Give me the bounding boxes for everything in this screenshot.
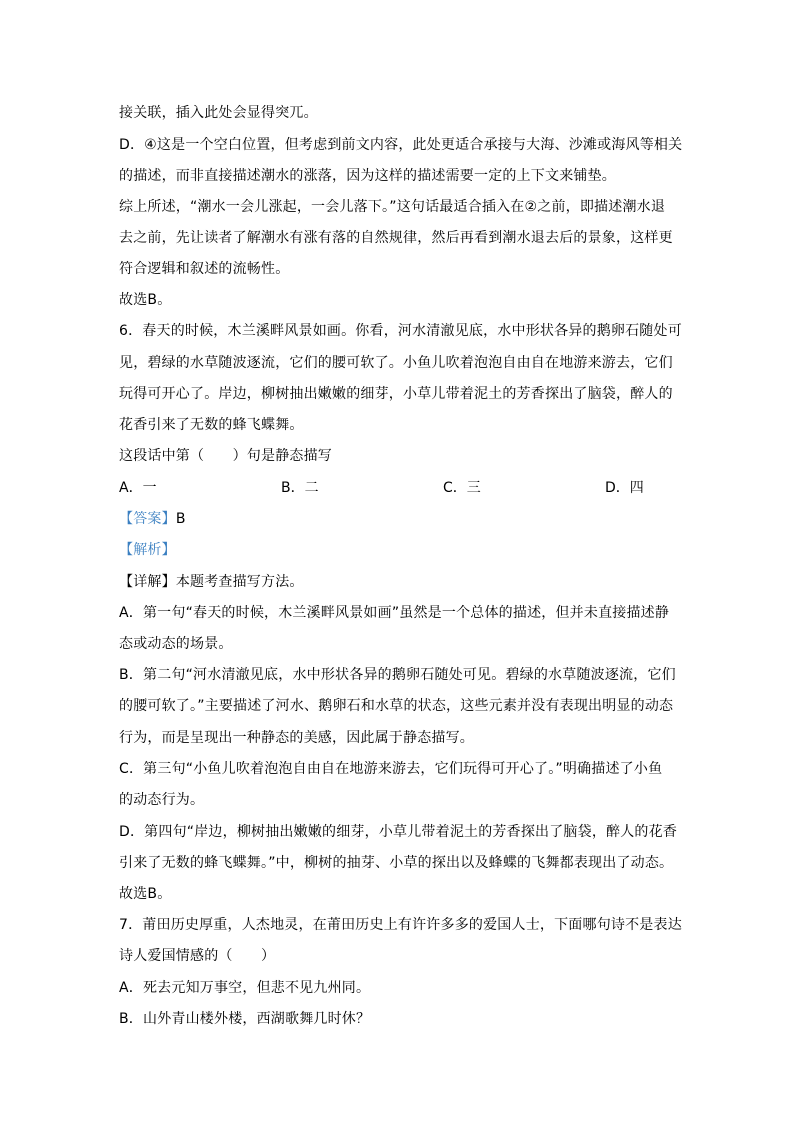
explanation-line: 行为，而是呈现出一种静态的美感，因此属于静态描写。 bbox=[119, 730, 474, 746]
q6-option-a bbox=[119, 479, 157, 497]
summary-line: 综上所述，“潮水一会儿涨起，一会儿落下。”这句话最适合插入在②之前，即描述潮水退 bbox=[119, 199, 666, 215]
option-text: 三 bbox=[466, 480, 481, 496]
answer-line bbox=[119, 510, 186, 528]
answer-value: B bbox=[175, 511, 186, 527]
q7-option-a: A．死去元知万事空，但悲不见九州同。 bbox=[119, 980, 371, 996]
conclusion-line: 故选B。 bbox=[119, 292, 172, 308]
analysis-tag: 【解析】 bbox=[119, 542, 176, 558]
question-7-line: 7．莆田历史厚重，人杰地灵，在莆田历史上有许许多多的爱国人士，下面哪句诗不是表达 bbox=[119, 917, 682, 933]
explanation-line: D．第四句“岸边，柳树抽出嫩嫩的细芽，小草儿带着泥土的芳香探出了脑袋，醉人的花香 bbox=[119, 824, 678, 840]
question-6-line: 6．春天的时候，木兰溪畔风景如画。你看，河水清澈见底，水中形状各异的鹅卵石随处可 bbox=[119, 323, 682, 339]
option-label: D． bbox=[605, 480, 630, 496]
answer-tag: 【答案】 bbox=[119, 511, 176, 527]
option-label: B． bbox=[281, 480, 305, 496]
q6-option-b bbox=[281, 479, 319, 497]
detail-intro: 本题考查描写方法。 bbox=[175, 574, 304, 590]
question-6-line: 花香引来了无数的蜂飞蝶舞。 bbox=[119, 417, 304, 433]
question-6-prompt: 这段话中第（ ）句是静态描写 bbox=[119, 448, 332, 464]
question-7-line: 诗人爱国情感的（ ） bbox=[119, 948, 276, 964]
explanation-line: 引来了无数的蜂飞蝶舞。”中，柳树的抽芽、小草的探出以及蜂蝶的飞舞都表现出了动态。 bbox=[119, 855, 674, 871]
detail-line bbox=[119, 573, 304, 591]
explanation-line: 态或动态的场景。 bbox=[119, 636, 233, 652]
q7-option-b: B．山外青山楼外楼，西湖歌舞几时休？ bbox=[119, 1011, 371, 1027]
option-label: A． bbox=[119, 480, 143, 496]
option-label: C． bbox=[443, 480, 467, 496]
q6-option-d bbox=[605, 479, 644, 497]
detail-tag: 【详解】 bbox=[119, 574, 176, 590]
option-text: 二 bbox=[304, 480, 319, 496]
option-d-explanation-line: D．④这是一个空白位置，但考虑到前文内容，此处更适合承接与大海、沙滩或海风等相关 bbox=[119, 137, 683, 153]
q6-option-c bbox=[443, 479, 481, 497]
conclusion-line: 故选B。 bbox=[119, 886, 172, 902]
explanation-line: 的动态行为。 bbox=[119, 792, 205, 808]
question-6-line: 见，碧绿的水草随波逐流，它们的腰可软了。小鱼儿吹着泡泡自由自在地游来游去，它们 bbox=[119, 355, 673, 371]
text-line: 符合逻辑和叙述的流畅性。 bbox=[119, 261, 290, 277]
explanation-line: C．第三句“小鱼儿吹着泡泡自由自在地游来游去，它们玩得可开心了。”明确描述了小鱼 bbox=[119, 761, 663, 777]
explanation-line: 的腰可软了。”主要描述了河水、鹅卵石和水草的状态，这些元素并没有表现出明显的动态 bbox=[119, 698, 674, 714]
explanation-line: A．第一句“春天的时候，木兰溪畔风景如画”虽然是一个总体的描述，但并未直接描述静 bbox=[119, 605, 670, 621]
option-text: 四 bbox=[629, 480, 644, 496]
analysis-line bbox=[119, 541, 176, 559]
text-line: 接关联，插入此处会显得突兀。 bbox=[119, 105, 318, 121]
text-line: 去之前，先让读者了解潮水有涨有落的自然规律，然后再看到潮水退去后的景象，这样更 bbox=[119, 230, 673, 246]
question-6-line: 玩得可开心了。岸边，柳树抽出嫩嫩的细芽，小草儿带着泥土的芳香探出了脑袋，醉人的 bbox=[119, 386, 673, 402]
option-text: 一 bbox=[142, 480, 157, 496]
text-line: 的描述，而非直接描述潮水的涨落，因为这样的描述需要一定的上下文来铺垫。 bbox=[119, 168, 616, 184]
explanation-line: B．第二句“河水清澈见底，水中形状各异的鹅卵石随处可见。碧绿的水草随波逐流，它们 bbox=[119, 667, 676, 683]
